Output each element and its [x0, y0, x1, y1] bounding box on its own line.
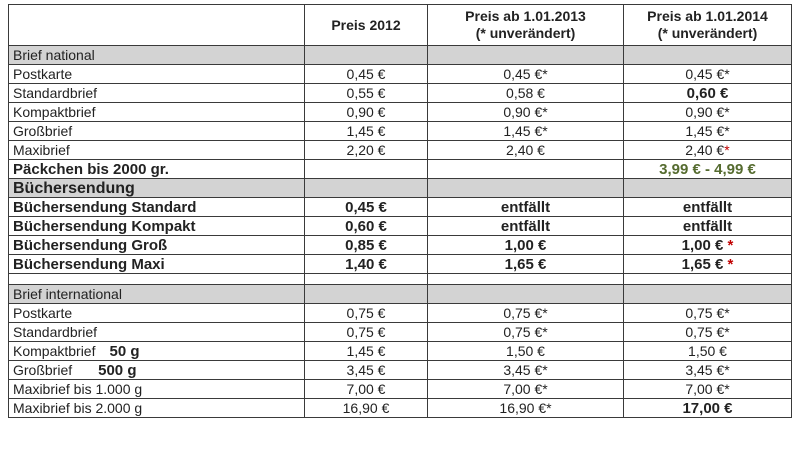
header-empty-cell — [9, 5, 305, 46]
table-row — [9, 217, 792, 236]
table-row — [9, 65, 792, 84]
table-row — [9, 342, 792, 361]
price-2014 — [624, 141, 792, 160]
item-label: Büchersendung Groß — [9, 236, 305, 255]
weight-label: 500 g — [98, 361, 137, 379]
unchanged-star: * — [727, 255, 734, 273]
price-2014: 0,75 €* — [624, 304, 792, 323]
price-2013: 3,45 €* — [428, 361, 624, 380]
price-2012: 7,00 € — [305, 380, 428, 399]
price-2012: 0,45 € — [305, 198, 428, 217]
header-price-2013 — [428, 5, 624, 46]
table-row — [9, 141, 792, 160]
section-title: Brief international — [9, 285, 305, 304]
price-2014 — [624, 198, 792, 217]
price-2012: 0,60 € — [305, 217, 428, 236]
table-row — [9, 198, 792, 217]
price-2013: 0,58 € — [428, 84, 624, 103]
section-title: Brief national — [9, 46, 305, 65]
table-row — [9, 255, 792, 274]
price-2012: 16,90 € — [305, 399, 428, 418]
section-brief-national — [9, 46, 792, 65]
table-row — [9, 236, 792, 255]
header-price-2014 — [624, 5, 792, 46]
price-table — [8, 4, 792, 418]
price-value: 1,00 € — [681, 236, 724, 254]
price-2012: 0,85 € — [305, 236, 428, 255]
price-2012: 1,45 € — [305, 342, 428, 361]
price-2012: 0,75 € — [305, 304, 428, 323]
price-2014: 0,90 €* — [624, 103, 792, 122]
item-label-cell — [9, 342, 305, 361]
spacer-row — [9, 274, 792, 285]
item-label: Standardbrief — [9, 84, 305, 103]
price-2012: 0,75 € — [305, 323, 428, 342]
price-value: entfällt — [682, 217, 733, 235]
price-2013: 7,00 €* — [428, 380, 624, 399]
price-2014 — [624, 255, 792, 274]
table-row — [9, 361, 792, 380]
price-2013: 1,00 € — [428, 236, 624, 255]
price-value: 1,65 € — [681, 255, 724, 273]
item-label: Büchersendung Standard — [9, 198, 305, 217]
price-2013: entfällt — [428, 198, 624, 217]
table-row — [9, 84, 792, 103]
table-row — [9, 103, 792, 122]
price-2013: 2,40 € — [428, 141, 624, 160]
price-2014: 1,50 € — [624, 342, 792, 361]
item-label: Postkarte — [9, 65, 305, 84]
section-brief-international — [9, 285, 792, 304]
table-row — [9, 122, 792, 141]
table-row — [9, 323, 792, 342]
item-label: Kompaktbrief — [13, 342, 96, 359]
item-label: Großbrief — [13, 361, 73, 378]
price-2014 — [624, 217, 792, 236]
price-2013: entfällt — [428, 217, 624, 236]
price-2014: 3,99 € - 4,99 € — [624, 160, 792, 179]
header-price-2014-note: (* unverändert) — [657, 25, 758, 41]
price-2012: 1,40 € — [305, 255, 428, 274]
price-2013: 16,90 €* — [428, 399, 624, 418]
table-row — [9, 304, 792, 323]
section-buechersendung — [9, 179, 792, 198]
price-2014: 0,45 €* — [624, 65, 792, 84]
price-2013: 0,45 €* — [428, 65, 624, 84]
price-2013: 1,45 €* — [428, 122, 624, 141]
item-label: Kompaktbrief — [9, 103, 305, 122]
price-2014: 0,60 € — [624, 84, 792, 103]
header-row — [9, 5, 792, 46]
price-2013: 1,65 € — [428, 255, 624, 274]
price-2013: 1,50 € — [428, 342, 624, 361]
price-2014: 17,00 € — [624, 399, 792, 418]
price-2012: 2,20 € — [305, 141, 428, 160]
item-label: Maxibrief bis 2.000 g — [9, 399, 305, 418]
header-price-2012: Preis 2012 — [305, 5, 428, 46]
header-price-2013-title: Preis ab 1.01.2013 — [465, 8, 586, 24]
item-label: Büchersendung Maxi — [9, 255, 305, 274]
item-label-cell — [9, 361, 305, 380]
price-2012: 3,45 € — [305, 361, 428, 380]
paeckchen-row — [9, 160, 792, 179]
item-label: Maxibrief bis 1.000 g — [9, 380, 305, 399]
price-value: entfällt — [682, 198, 733, 216]
price-2013: 0,75 €* — [428, 323, 624, 342]
price-2014: 1,45 €* — [624, 122, 792, 141]
price-table-container — [8, 4, 792, 418]
table-row — [9, 399, 792, 418]
price-value: 2,40 € — [685, 141, 725, 158]
price-2012: 0,55 € — [305, 84, 428, 103]
price-2012: 0,45 € — [305, 65, 428, 84]
item-label: Standardbrief — [9, 323, 305, 342]
price-2014 — [624, 236, 792, 255]
price-2014: 0,75 €* — [624, 323, 792, 342]
item-label: Büchersendung Kompakt — [9, 217, 305, 236]
header-price-2014-title: Preis ab 1.01.2014 — [647, 8, 768, 24]
price-2013: 0,90 €* — [428, 103, 624, 122]
item-label: Maxibrief — [9, 141, 305, 160]
unchanged-star: * — [727, 236, 734, 254]
price-2012: 1,45 € — [305, 122, 428, 141]
price-2012: 0,90 € — [305, 103, 428, 122]
item-label: Großbrief — [9, 122, 305, 141]
header-price-2013-note: (* unverändert) — [475, 25, 576, 41]
section-title: Büchersendung — [9, 179, 305, 198]
price-2013: 0,75 €* — [428, 304, 624, 323]
weight-label: 50 g — [109, 342, 140, 360]
unchanged-star: * — [724, 141, 730, 158]
price-2014: 3,45 €* — [624, 361, 792, 380]
price-2014: 7,00 €* — [624, 380, 792, 399]
item-label: Postkarte — [9, 304, 305, 323]
item-label: Päckchen bis 2000 gr. — [9, 160, 305, 179]
table-row — [9, 380, 792, 399]
